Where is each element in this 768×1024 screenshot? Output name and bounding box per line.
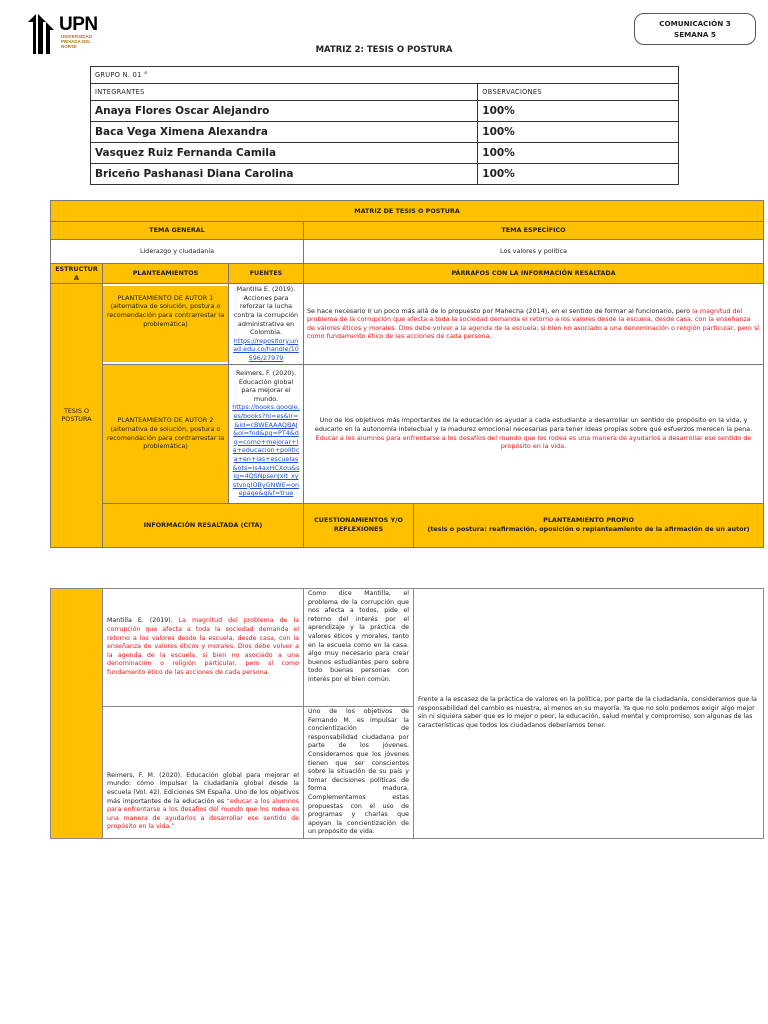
column-header-row (51, 264, 764, 284)
autor1-fuente-text: Mantilla E. (2019). Acciones para reforzar la lucha contra la corrupción administrativa en Colombia. (233, 285, 299, 337)
fuentes-header: FUENTES (229, 264, 304, 284)
cita1-highlight: La magnitud del problema de la corrupción que afecta a toda la sociedad demanda el retorno a los valores desde la escuela, desde casa, con la enseñanza de valores éticos y morales. Dios debe volver a la agenda de la escuela, si bien no asociado a una denominación o religión particular, pero sí como fundamento ético de las acciones de cada persona. (107, 617, 299, 676)
table-row (91, 164, 679, 185)
group-table (90, 66, 679, 185)
tema-general-header: TEMA GENERAL (51, 222, 304, 240)
cita1-normal: Mantilla E. (2019). (107, 617, 179, 625)
autor1-fuente-link[interactable]: https://repository.unad.edu.co/handle/10596/27979 (233, 336, 299, 362)
member-obs: 100% (478, 122, 679, 143)
members-header: INTEGRANTES (91, 84, 478, 101)
member-name: Anaya Flores Oscar Alejandro (91, 101, 478, 122)
course-name: COMUNICACIÓN 3 (659, 19, 731, 28)
autor2-parrafo-highlight: Educar a los alumnos para enfrentarse a los desafíos del mundo que los rodea es una manera de ayudarlos a desarrollar ese sentido de propósito en la vida. (315, 433, 752, 451)
autor1-planteamiento (103, 284, 229, 364)
cuestionamientos-header: CUESTIONAMIENTOS Y/O REFLEXIONES (304, 503, 414, 547)
member-obs: 100% (478, 143, 679, 164)
estructura-header: ESTRUCTURA (51, 264, 103, 284)
matrix-table (50, 200, 764, 548)
matrix-title-row (51, 201, 764, 222)
autor2-fuente-link[interactable]: https://books.google.es/books?hl=es&lr=&id=cBWEAAAQBAJ&oi=fnd&pg=PT4&dq=como+mejorar+la+educacion+politica+en+las+escuelas&ots=is4axHCXou&sig=4QSNpsenJxlt_xystvngIOByGNWE=onepage&q&f=true (232, 403, 300, 498)
member-name: Baca Vega Ximena Alexandra (91, 122, 478, 143)
planteamiento-propio-cell: Frente a la escasez de la práctica de valores en la política, por parte de la ciudadanía, consideramos que la responsabilidad del cambio es nuestra, al menos en su mayoría. Ya que no solo podemos exigir algo mejor sin ni siquiera saber que es lo mejor o peor, la educación, salud mental y compromiso, son algunas de las características que todos los ciudadanos deberíamos tener. (414, 589, 764, 839)
group-header-row (91, 84, 679, 101)
reflexion1-cell: Como dice Mantilla, el problema de la corrupción que nos afecta a todos, pide el retorno del interés por el aprendizaje y la práctica de valores éticos y morales, tanto en la escuela como en la casa. algo muy necesario para crear buenos estudiantes pero sobre todo buenas personas con interés por el bien común. (304, 589, 414, 707)
autor2-planteamiento-title: PLANTEAMIENTO DE AUTOR 2 (117, 416, 214, 425)
parrafos-header: PÁRRAFOS CON LA INFORMACIÓN RESALTADA (304, 264, 764, 284)
planteamiento-propio-header (414, 503, 764, 547)
autor1-parrafo-normal: Se hace necesario ir un poco más allá de lo propuesto por Mahecha (2014), en el sentido de formar al funcionario, pero (307, 306, 693, 315)
autor2-planteamiento-box (103, 365, 228, 503)
autor1-fuente (229, 284, 304, 364)
cita2-highlight: “educar a los alumnos para enfrentarse a los desafíos del mundo que los rodea es una manera de ayudarlos a desarrollar ese sentido de propósito en la vida.” (107, 797, 300, 831)
autor2-parrafo (304, 364, 764, 503)
member-name: Briceño Pashanasi Diana Carolina (91, 164, 478, 185)
estructura-cell (51, 589, 103, 839)
autor1-parrafo-highlight: la magnitud del problema de la corrupción que afecta a toda la sociedad demanda el retorno a los valores desde la escuela, desde casa, con la enseñanza de valores éticos y morales. Dios debe volver a la agenda de la escuela, si bien no asociado a una denominación o religión particular, pero sí como fundamento ético de las acciones de cada persona. (307, 306, 760, 341)
autor2-planteamiento (103, 364, 229, 503)
autor2-parrafo-normal: Uno de los objetivos más importantes de la educación es ayudar a cada estudiante a desarrollar un sentido de propósito en la vida, y educarlo en la autonomía intelectual y la madurez emocional necesarias para tener ideas propias sobre qué esfuerzos merecen la pena. (314, 416, 753, 433)
autor1-planteamiento-desc: (alternativa de solución, postura o recomendación para contrarrestar la problemática) (106, 302, 225, 328)
autor1-planteamiento-box (103, 286, 228, 362)
autor2-fuente (229, 364, 304, 503)
course-badge (634, 13, 756, 45)
citas-table (50, 588, 764, 839)
tema-value-row (51, 240, 764, 264)
tema-especifico-value: Los valores y política (304, 240, 764, 264)
course-week: SEMANA 5 (674, 30, 716, 39)
tema-header-row (51, 222, 764, 240)
observations-header: OBSERVACIONES (478, 84, 679, 101)
document-title: MATRIZ 2: TESIS O POSTURA (315, 45, 453, 55)
member-obs: 100% (478, 164, 679, 185)
autor1-parrafo (304, 284, 764, 364)
group-label: GRUPO N. 01 ° (91, 67, 679, 84)
autor2-fuente-text: Reimers, F. (2020). Educación global para mejorar el mundo. (235, 369, 297, 403)
logo-subtitle: UNIVERSIDAD PRIVADA DEL NORTE (61, 34, 93, 49)
table-row (91, 143, 679, 164)
cita2-cell (103, 707, 304, 839)
second-header-row (51, 503, 764, 547)
planteamientos-header: PLANTEAMIENTOS (103, 264, 229, 284)
tesis-label: TESIS O POSTURA (51, 284, 103, 547)
tema-general-value: Liderazgo y ciudadanía (51, 240, 304, 264)
autor2-planteamiento-desc: (alternativa de solución, postura o recomendación para contrarrestar la problemática) (106, 424, 225, 451)
member-obs: 100% (478, 101, 679, 122)
cita1-row (51, 589, 764, 707)
autor2-row (51, 364, 764, 503)
logo-text: UPN (59, 14, 98, 35)
autor1-planteamiento-title: PLANTEAMIENTO DE AUTOR 1 (117, 293, 214, 302)
autor1-row (51, 284, 764, 364)
member-name: Vasquez Ruiz Fernanda Camila (91, 143, 478, 164)
cita2-normal: Reimers, F. M. (2020). Educación global para mejorar el mundo: cómo impulsar la ciudadanía global desde la escuela (Vol. 42). Ediciones SM España. Uno de los objetivos más importantes de la educación es (107, 771, 299, 805)
tema-especifico-header: TEMA ESPECÍFICO (304, 222, 764, 240)
reflexion2-cell: Uno de los objetivos de Fernando M. es impulsar la concientización de responsabilidad ciudadana por parte de los jóvenes. Consideramos que los jóvenes tienen que ser conscientes sobre la situación de su país y tomar decisiones políticas de forma madura. Complementamos estas propuestas con el uso de programas y charlas que apoyan la concientización de un propósito de vida. (304, 707, 414, 839)
table-row (91, 101, 679, 122)
group-label-row (91, 67, 679, 84)
info-resaltada-header: INFORMACIÓN RESALTADA (CITA) (103, 503, 304, 547)
planteamiento-propio-desc: (tesis o postura: reafirmación, oposición o replanteamiento de la afirmación de un autor) (427, 525, 750, 534)
planteamiento-propio-title: PLANTEAMIENTO PROPIO (543, 516, 634, 525)
cita1-cell (103, 589, 304, 707)
table-row (91, 122, 679, 143)
matrix-title: MATRIZ DE TESIS O POSTURA (51, 201, 764, 222)
